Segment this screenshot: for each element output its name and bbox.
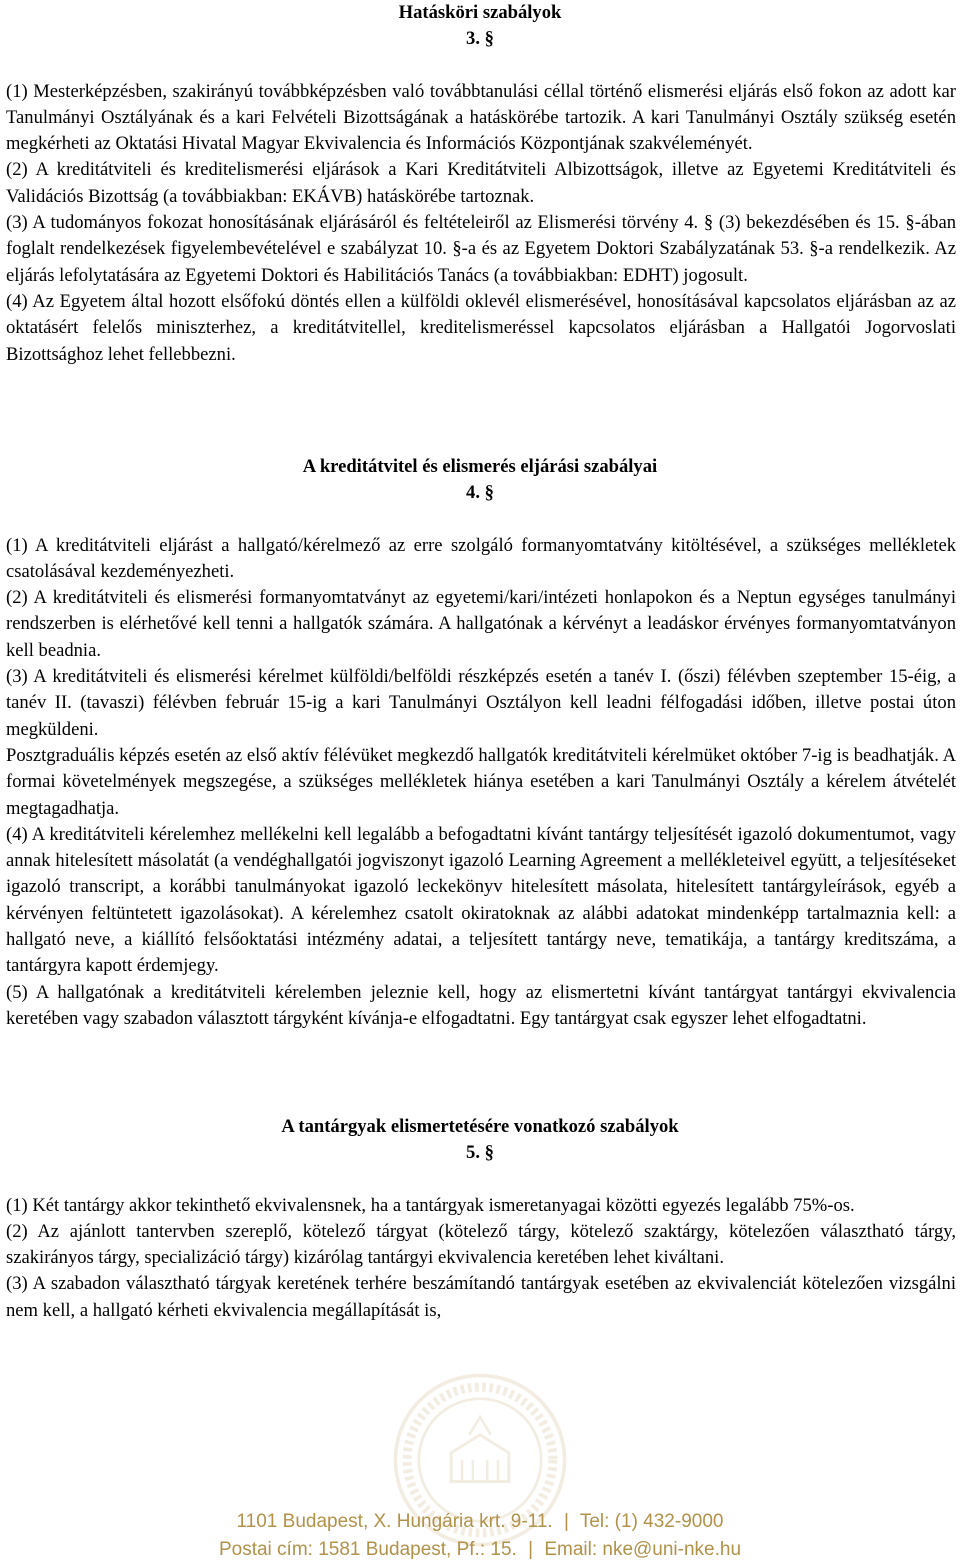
- paragraph: (1) A kreditátviteli eljárást a hallgató/kérelmező az erre szolgáló formanyomtatvány kitöltésével, a szükséges mellékletek csatolásával kezdeményezheti.: [6, 534, 956, 582]
- section-4-number: 4. §: [466, 482, 494, 504]
- paragraph: (2) A kreditátviteli és elismerési formanyomtatványt az egyetemi/kari/intézeti honlapokon és a Neptun egységes tanulmányi rendszerben is elérhetővé kell tenni a hallgatók számára. A hallgatónak a kérvényt a leadáskor érvényes formanyomtatványon kell beadnia.: [6, 587, 956, 661]
- paragraph: (4) A kreditátviteli kérelemhez mellékelni kell legalább a befogadtatni kívánt tantárgy teljesítését igazoló dokumentumot, vagy annak hitelesített másolatát (a vendéghallgatói jogviszonyt igazoló Learning Agreement a mellékleteivel együtt, a teljesítéseket igazoló transcript, a korábbi tanulmányokat igazoló leckekönyv hitelesített másolata, hitelesített tantárgyleírások, egyéb a kérvényen feltüntetett igazolásokat). A kérelemhez csatolt okiratoknak az alábbi adatokat mindenképp tartalmaznia kell: a hallgató neve, a kiállító felsőoktatási intézmény adatai, a teljesített tantárgy neve, tematikája, a tantárgy kreditszáma, a tantárgyra kapott érdemjegy.: [6, 823, 956, 977]
- section-3-number: 3. §: [466, 28, 494, 50]
- paragraph: (1) Két tantárgy akkor tekinthető ekvivalensnek, ha a tantárgyak ismeretanyagai közötti egyezés legalább 75%-os.: [6, 1194, 855, 1216]
- section-5-title: A tantárgyak elismertetésére vonatkozó szabályok: [281, 1116, 679, 1137]
- footer-separator: |: [563, 1511, 569, 1532]
- footer-line-1: [0, 1508, 960, 1536]
- paragraph: (3) A szabadon választható tárgyak keretének terhére beszámítandó tantárgyak esetében az ekvivalenciát kötelezően vizsgálni nem kell, a hallgató kérheti ekvivalencia megállapítását is,: [6, 1273, 956, 1321]
- paragraph: (2) Az ajánlott tantervben szereplő, kötelező tárgyat (kötelező tárgy, kötelező szaktárgy, kötelezően választható tárgy, szakirányos tárgy, specializáció tárgy) kizárólag tantárgyi ekvivalencia keretében lehet kiváltani.: [6, 1220, 956, 1269]
- section-4-title: A kreditátvitel és elismerés eljárási szabályai: [302, 456, 658, 477]
- footer-phone: Tel: (1) 432-9000: [579, 1511, 724, 1532]
- paragraph: (2) A kreditátviteli és kreditelismerési eljárások a Kari Kreditátviteli Albizottságok, illetve az Egyetemi Kreditátviteli és Validációs Bizottság (a továbbiakban: EKÁVB) hatáskörébe tartoznak.: [6, 159, 956, 207]
- paragraph: (4) Az Egyetem által hozott elsőfokú döntés ellen a külföldi oklevél elismerésével, honosításával kapcsolatos eljárásban az az oktatásért felelős miniszterhez, a kreditátvitellel, kreditelismeréssel kapcsolatos eljárásban a Hallgatói Jogorvoslati Bizottsághoz lehet fellebbezni.: [6, 290, 956, 365]
- footer-postal: Postai cím: 1581 Budapest, Pf.: 15.: [218, 1539, 517, 1560]
- page-footer: [0, 1508, 960, 1566]
- footer-email-link[interactable]: Email: nke@uni-nke.hu: [544, 1539, 742, 1560]
- footer-line-2: [0, 1536, 960, 1564]
- paragraph: (1) Mesterképzésben, szakirányú továbbképzésben való továbbtanulási céllal történő elismerési eljárás első fokon az adott kar Tanulmányi Osztályának és a kari Felvételi Bizottságának a hatáskörébe tartozik. A kari Tanulmányi Osztály szükség esetén megkérheti az Oktatási Hivatal Magyar Ekvivalencia és Információs Központjának szakvéleményét.: [6, 80, 956, 155]
- paragraph: (5) A hallgatónak a kreditátviteli kérelemben jeleznie kell, hogy az elismertetni kívánt tantárgyat tantárgyi ekvivalencia keretében vagy szabadon választott tárgyként kívánja-e elfogadtatni. Egy tantárgyat csak egyszer lehet elfogadtatni.: [6, 981, 956, 1029]
- section-5-number: 5. §: [466, 1142, 494, 1164]
- section-4: [0, 454, 960, 1032]
- section-3-title: Hatásköri szabályok: [398, 2, 562, 23]
- footer-address: 1101 Budapest, X. Hungária krt. 9-11.: [236, 1511, 553, 1532]
- paragraph: (3) A kreditátviteli és elismerési kérelmet külföldi/belföldi részképzés esetén a tanév I. (őszi) félévben szeptember 15-éig, a tanév II. (tavaszi) félévben február 15-ig a kari Tanulmányi Osztályon kell leadni félfogadási időben, illetve postai úton megküldeni.: [6, 666, 956, 740]
- section-3: [0, 0, 960, 368]
- section-5: [0, 1114, 960, 1324]
- paragraph: Posztgraduális képzés esetén az első aktív félévüket megkezdő hallgatók kreditátviteli kérelmüket október 7-ig is beadhatják. A formai követelmények megszegése, a szükséges mellékletek hiánya esetében a kari Tanulmányi Osztály a kérelem átvételét megtagadhatja.: [6, 744, 956, 819]
- paragraph: (3) A tudományos fokozat honosításának eljárásáról és feltételeiről az Elismerési törvény 4. § (3) bekezdésében és 15. §-ában foglalt rendelkezések figyelembevételével e szabályzat 10. §-a és az Egyetem Doktori Szabályzatának 53. §-a rendelkezik. Az eljárás lefolytatására az Egyetemi Doktori és Habilitációs Tanács (a továbbiakban: EDHT) jogosult.: [6, 212, 956, 286]
- footer-separator: |: [528, 1539, 534, 1560]
